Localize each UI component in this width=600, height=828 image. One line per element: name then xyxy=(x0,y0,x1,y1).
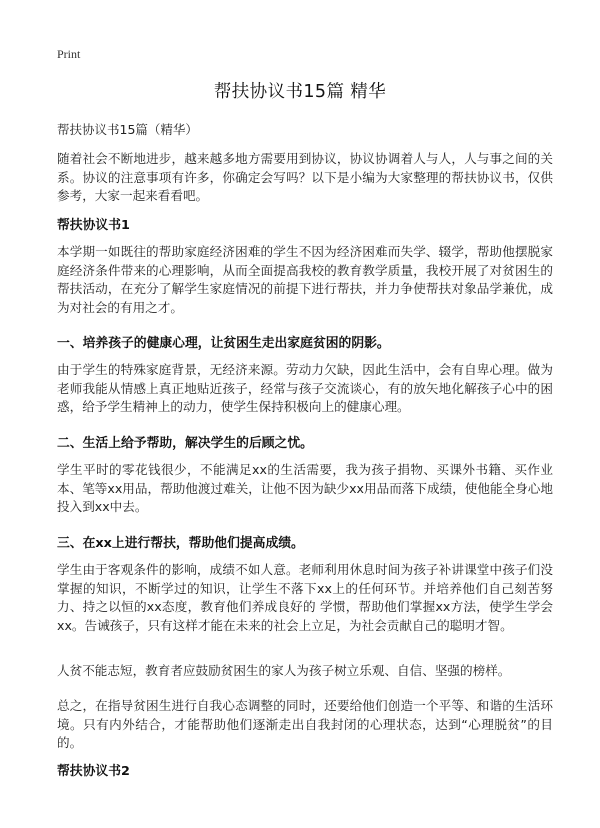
paragraph-conclusion: 总之，在指导贫困生进行自我心态调整的同时，还要给他们创造一个平等、和谐的生活环境。只有内外结合，才能帮助他们逐渐走出自我封闭的心理状态，达到“心理脱贫”的目的。 xyxy=(57,698,553,750)
section-heading-2: 帮扶协议书2 xyxy=(57,764,130,779)
paragraph-study-support: 学生由于客观条件的影响，成绩不如人意。老师利用休息时间为孩子补讲课堂中孩子们没掌握的知识，不断学过的知识，让学生不落下xx上的任何环节。并培养他们自己刻苦努力、持之以恒的xx态度，教育他们养成良好的 学惯，帮助他们掌握xx方法，使学生学会xx。告诫孩子，只有这样才能在未来的社会上立足，为社会贡献自己的聪明才智。 xyxy=(57,562,553,633)
intro-paragraph: 随着社会不断地进步，越来越多地方需要用到协议，协议协调着人与人，人与事之间的关系。协议的注意事项有许多，你确定会写吗？以下是小编为大家整理的帮扶协议书，仅供参考，大家一起来看看吧。 xyxy=(57,151,553,203)
paragraph-mental-health: 由于学生的特殊家庭背景，无经济来源。劳动力欠缺，因此生活中，会有自卑心理。做为老师我能从情感上真正地贴近孩子，经常与孩子交流谈心，有的放矢地化解孩子心中的困惑，给予学生精神上的动力，使学生保持积极向上的健康心理。 xyxy=(57,362,553,414)
section1-paragraph: 本学期一如既往的帮助家庭经济困难的学生不因为经济困难而失学、辍学，帮助他摆脱家庭经济条件带来的心理影响，从而全面提高我校的教育教学质量，我校开展了对贫困生的帮扶活动，在充分了解学生家庭情况的前提下进行帮扶，并力争使帮扶对象品学兼优，成为对社会的有用之才。 xyxy=(57,244,553,315)
document-subtitle: 帮扶协议书15篇（精华） xyxy=(57,122,198,137)
paragraph-role-model: 人贫不能志短，教育者应鼓励贫困生的家人为孩子树立乐观、自信、坚强的榜样。 xyxy=(57,663,511,678)
paragraph-life-support: 学生平时的零花钱很少，不能满足xx的生活需要，我为孩子捐物、买课外书籍、买作业本、笔等xx用品，帮助他渡过难关，让他不因为缺少xx用品而落下成绩，使他能全身心地投入到xx中去。 xyxy=(57,462,553,514)
subheading-life-support: 二、生活上给予帮助，解决学生的后顾之忧。 xyxy=(57,436,313,451)
print-link[interactable]: Print xyxy=(57,47,81,61)
subheading-study-support: 三、在xx上进行帮扶，帮助他们提高成绩。 xyxy=(57,536,304,551)
subheading-mental-health: 一、培养孩子的健康心理，让贫困生走出家庭贫困的阴影。 xyxy=(57,336,390,351)
page-title: 帮扶协议书15篇 精华 xyxy=(213,82,387,102)
section-heading-1: 帮扶协议书1 xyxy=(57,218,130,233)
